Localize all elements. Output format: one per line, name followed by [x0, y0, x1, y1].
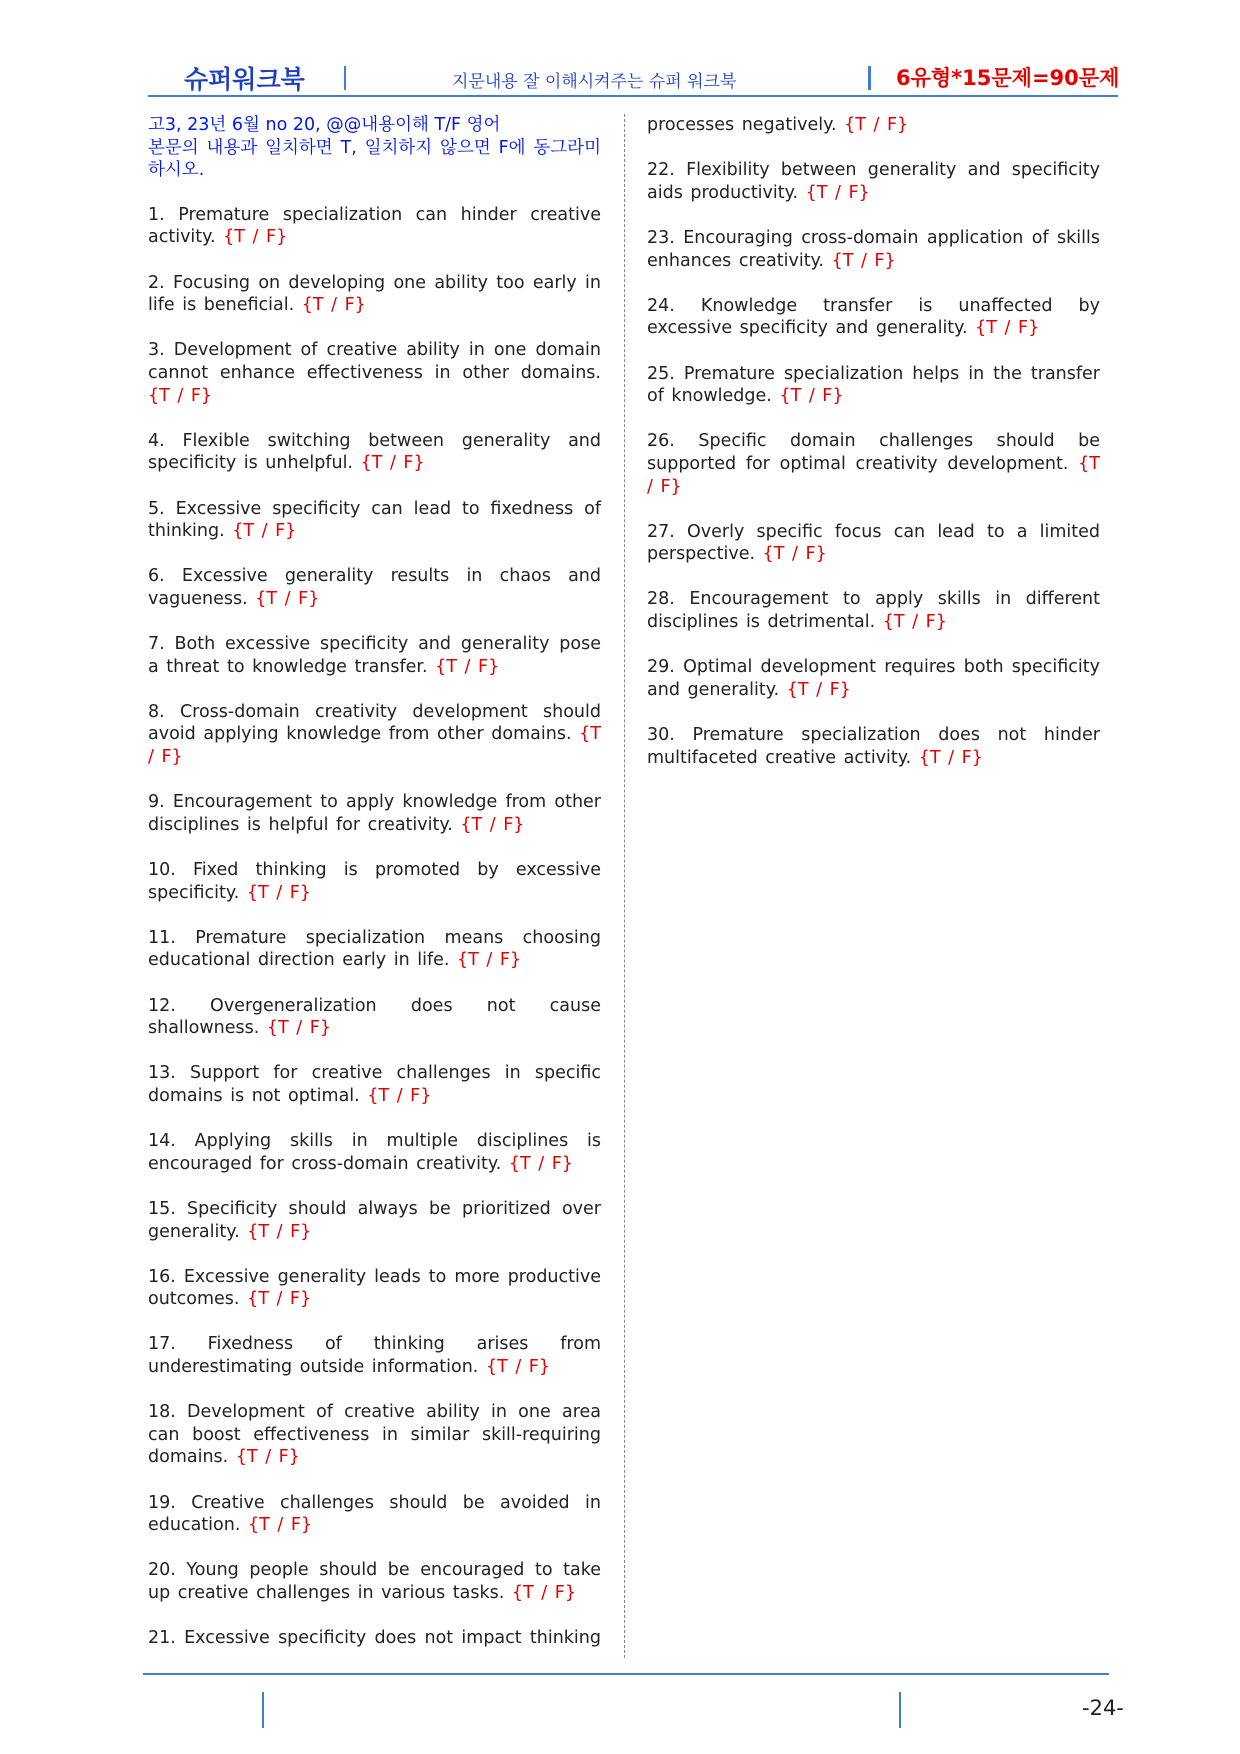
page-number: -24- [1082, 1696, 1124, 1720]
question-text: 30. Premature specialization does not hinder multifaceted creative activity. [647, 725, 1100, 768]
header-separator [868, 66, 871, 90]
question-item [148, 1559, 601, 1604]
question-text: 24. Knowledge transfer is unaffected by excessive specificity and generality. [647, 295, 1100, 339]
question-item [647, 227, 1100, 272]
footer-separator [262, 1692, 264, 1728]
question-item [148, 1627, 601, 1650]
tf-choice[interactable]: {T / F} [831, 250, 896, 271]
question-item [148, 1198, 601, 1243]
tf-choice[interactable]: {T / F} [235, 1447, 300, 1468]
tf-choice[interactable]: {T / F} [148, 385, 213, 406]
question-text: 20. Young people should be encouraged to take up creative challenges in various tasks. [148, 1560, 601, 1603]
question-item [647, 521, 1100, 566]
question-continuation [647, 114, 1100, 137]
question-text: 28. Encouragement to apply skills in different disciplines is detrimental. [647, 589, 1100, 633]
tf-choice[interactable]: {T / F} [255, 588, 320, 609]
footer-separator [899, 1692, 901, 1728]
tf-choice[interactable]: {T / F} [779, 386, 844, 407]
question-text: 13. Support for creative challenges in specific domains is not optimal. [148, 1063, 601, 1106]
question-text: 7. Both excessive specificity and generality pose a threat to knowledge transfer. [148, 634, 601, 677]
tf-choice[interactable]: {T / F} [882, 612, 947, 633]
question-text: 2. Focusing on developing one ability too early in life is beneficial. [148, 272, 601, 316]
tf-choice[interactable]: {T / F} [266, 1018, 331, 1039]
question-text: 21. Excessive specificity does not impact thinking [148, 1628, 601, 1649]
tf-choice[interactable]: {T / F} [247, 1515, 313, 1536]
question-item [148, 565, 601, 610]
question-item [647, 656, 1100, 701]
instructions-directions: 본문의 내용과 일치하면 T, 일치하지 않으면 F에 동그라미 하시오. [148, 137, 601, 181]
question-list-right [647, 159, 1100, 769]
tf-choice[interactable]: {T / F} [301, 295, 366, 316]
question-item [148, 498, 601, 543]
question-item [148, 633, 601, 678]
question-text: 25. Premature specialization helps in the transfer of knowledge. [647, 363, 1100, 407]
question-item [148, 1401, 601, 1469]
question-text: 27. Overly specific focus can lead to a limited perspective. [647, 521, 1100, 565]
tf-choice[interactable]: {T / F} [975, 318, 1040, 339]
question-item [647, 363, 1100, 408]
question-text: 14. Applying skills in multiple disciplines is encouraged for cross-domain creativity. [148, 1131, 601, 1174]
brand-title: 슈퍼워크북 [184, 65, 305, 94]
question-item [148, 204, 601, 249]
question-item [148, 1130, 601, 1175]
tf-choice[interactable]: {T / F} [232, 521, 297, 542]
tf-choice[interactable]: {T / F} [786, 679, 851, 700]
question-text: 19. Creative challenges should be avoided in education. [148, 1492, 601, 1536]
question-item [148, 339, 601, 407]
tf-choice[interactable]: {T / F} [485, 1357, 550, 1378]
question-item [647, 588, 1100, 633]
tf-choice[interactable]: {T / F} [457, 950, 522, 971]
question-text: 12. Overgeneralization does not cause shallowness. [148, 995, 601, 1039]
question-text: 18. Development of creative ability in one area can boost effectiveness in similar skill-requiring domains. [148, 1402, 601, 1468]
header-separator [344, 66, 346, 90]
tf-choice[interactable]: {T / F} [367, 1085, 432, 1106]
question-text: 15. Specificity should always be prioritized over generality. [148, 1198, 601, 1242]
tf-choice[interactable]: {T / F} [508, 1153, 573, 1174]
question-list-left [148, 204, 601, 1605]
tf-choice[interactable]: {T / F} [647, 453, 1100, 497]
instructions [148, 114, 601, 182]
header-rule [148, 95, 1118, 97]
tf-choice[interactable]: {T / F} [460, 814, 525, 835]
question-item [647, 295, 1100, 340]
tf-choice[interactable]: {T / F} [844, 115, 909, 135]
column-divider [624, 114, 625, 1658]
tf-choice[interactable]: {T / F} [805, 182, 870, 203]
question-item [148, 1492, 601, 1537]
question-item [148, 1333, 601, 1378]
tf-choice[interactable]: {T / F} [246, 882, 311, 903]
question-text: 29. Optimal development requires both specificity and generality. [647, 657, 1100, 700]
footer-rule [143, 1673, 1109, 1675]
question-text: 9. Encouragement to apply knowledge from other disciplines is helpful for creativity. [148, 792, 601, 835]
question-text: 8. Cross-domain creativity development should avoid applying knowledge from other domains. [148, 701, 601, 745]
question-item [647, 430, 1100, 498]
tf-choice[interactable]: {T / F} [511, 1583, 576, 1603]
tf-choice[interactable]: {T / F} [762, 544, 827, 565]
header-subtitle: 지문내용 잘 이해시켜주는 슈퍼 워크북 [452, 72, 737, 92]
right-column [647, 114, 1100, 792]
left-column [148, 114, 601, 1650]
instructions-source: 고3, 23년 6월 no 20, @@내용이해 T/F 영어 [148, 115, 501, 135]
question-text: 10. Fixed thinking is promoted by excessive specificity. [148, 860, 601, 903]
question-item [148, 1062, 601, 1107]
tf-choice[interactable]: {T / F} [435, 656, 500, 677]
question-text: 11. Premature specialization means choosing educational direction early in life. [148, 927, 601, 971]
question-text: 3. Development of creative ability in one domain cannot enhance effectiveness in other domains. [148, 340, 601, 383]
question-text: 4. Flexible switching between generality and specificity is unhelpful. [148, 430, 601, 474]
question-item [148, 430, 601, 475]
tf-choice[interactable]: {T / F} [360, 453, 425, 474]
question-text: processes negatively. [647, 115, 837, 135]
question-item [148, 272, 601, 317]
question-count: 6유형*15문제=90문제 [896, 66, 1120, 90]
question-item [148, 995, 601, 1040]
question-item [148, 791, 601, 836]
question-item [148, 1266, 601, 1311]
question-item [647, 159, 1100, 204]
tf-choice[interactable]: {T / F} [223, 227, 288, 248]
question-text: 16. Excessive generality leads to more productive outcomes. [148, 1266, 601, 1310]
question-item [647, 724, 1100, 769]
tf-choice[interactable]: {T / F} [918, 747, 983, 768]
tf-choice[interactable]: {T / F} [247, 1221, 312, 1242]
question-text: 23. Encouraging cross-domain application of skills enhances creativity. [647, 227, 1100, 271]
question-text: 1. Premature specialization can hinder creative activity. [148, 204, 601, 248]
question-item [148, 859, 601, 904]
question-text: 22. Flexibility between generality and specificity aids productivity. [647, 160, 1100, 203]
question-text: 17. Fixedness of thinking arises from underestimating outside information. [148, 1334, 601, 1378]
tf-choice[interactable]: {T / F} [247, 1289, 312, 1310]
question-text: 5. Excessive specificity can lead to fixedness of thinking. [148, 498, 601, 542]
question-item [148, 701, 601, 769]
question-text: 26. Specific domain challenges should be supported for optimal creativity development. [647, 431, 1100, 474]
question-item [148, 927, 601, 972]
question-text: 6. Excessive generality results in chaos and vagueness. [148, 566, 601, 609]
tf-choice[interactable]: {T / F} [148, 724, 601, 768]
header [148, 58, 1118, 98]
